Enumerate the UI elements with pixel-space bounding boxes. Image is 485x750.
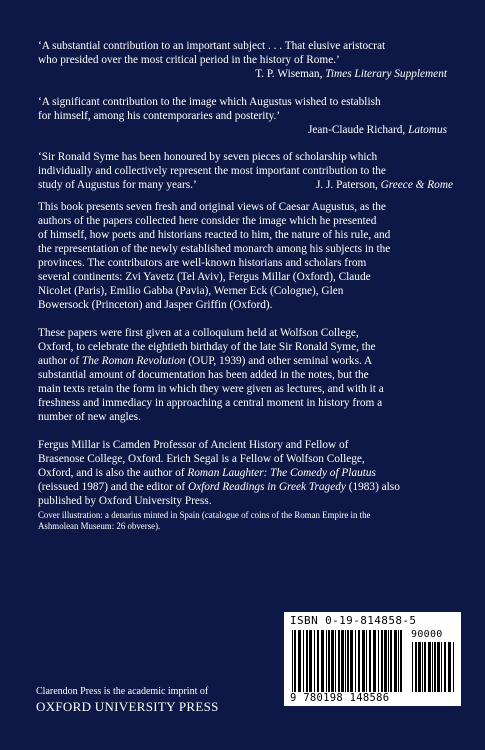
barcode-bar — [355, 630, 356, 692]
quote-line: study of Augustus for many years.’ — [38, 179, 197, 191]
book-title: The Roman Revolution — [81, 355, 186, 367]
cover-illustration-note — [38, 510, 458, 532]
barcode-bar — [335, 630, 336, 692]
description-line: This book presents seven fresh and original views of Caesar Augustus, as the — [38, 201, 386, 213]
barcode-bar — [321, 630, 324, 692]
book-title: Roman Laughter: The Comedy of Plautus — [187, 467, 376, 479]
review-attribution-2 — [308, 123, 447, 137]
note-line: Ashmolean Museum: 26 obverse). — [38, 521, 161, 531]
description-line: Nicolet (Paris), Emilio Gabba (Pavia), Werner Eck (Cologne), Glen — [38, 285, 344, 297]
quote-line: ‘A substantial contribution to an important subject . . . That elusive aristocrat — [38, 40, 386, 52]
paragraph-line: Oxford, to celebrate the eightieth birthday of the late Sir Ronald Syme, the — [38, 341, 376, 353]
barcode-bar — [358, 630, 360, 692]
barcode-bar — [381, 630, 383, 692]
barcode-bar — [362, 630, 365, 692]
barcode-bar — [373, 630, 376, 692]
paragraph-line: These papers were first given at a colloquium held at Wolfson College, — [38, 327, 359, 339]
description-line: the representation of the newly established monarch among his subjects in the — [38, 243, 391, 255]
barcode-bar — [415, 642, 417, 692]
quote-line: for himself, among his contemporaries and posterity.’ — [38, 110, 281, 122]
barcode-bar — [394, 630, 397, 692]
quote-line: who presided over the most critical period in the history of Rome.’ — [38, 54, 340, 66]
ean-digits: 9 780198 148586 — [290, 692, 390, 704]
barcode-bar — [400, 630, 402, 692]
barcode-bar — [378, 630, 379, 692]
review-quote-1 — [38, 39, 453, 67]
barcode-bar — [390, 630, 392, 692]
barcode-bar — [432, 642, 433, 692]
quote-line: ‘A significant contribution to the image which Augustus wished to establish — [38, 96, 381, 108]
quote-line: ‘Sir Ronald Syme has been honoured by seven pieces of scholarship which — [38, 151, 378, 163]
description-line: of himself, how poets and historians reacted to him, the nature of his rule, and — [38, 229, 391, 241]
barcode-addon-digits: 90000 — [411, 629, 443, 640]
colloquium-paragraph — [38, 326, 454, 424]
barcode-bar — [317, 630, 319, 692]
barcode-bar — [338, 630, 340, 692]
barcode-bar — [314, 630, 315, 692]
note-line: Cover illustration: a denarius minted in Spain (catalogue of coins of the Roman Empire in the — [38, 510, 371, 520]
editors-paragraph — [38, 438, 454, 508]
barcode-bar — [331, 630, 334, 692]
barcode-bar — [453, 642, 454, 692]
description-line: Bowersock (Princeton) and Jasper Griffin (Oxford). — [38, 299, 273, 311]
description-line: authors of the papers collected here consider the image which he presented — [38, 215, 377, 227]
reviewer-name: J. J. Paterson, — [315, 179, 378, 191]
barcode-bar — [444, 642, 446, 692]
barcode-bar — [292, 630, 293, 692]
barcode-bar — [306, 630, 308, 692]
imprint-line: Clarendon Press is the academic imprint of — [36, 686, 209, 697]
paragraph-line: Brasenose College, Oxford. Erich Segal is a Fellow of Wolfson College, — [38, 453, 365, 465]
paragraph-line: (reissued 1987) and the editor of Oxford Readings in Greek Tragedy (1983) also — [38, 481, 400, 493]
barcode-bar — [418, 642, 421, 692]
book-description — [38, 200, 454, 312]
barcode-bar — [366, 630, 367, 692]
isbn-barcode — [284, 612, 461, 706]
barcode-bar — [347, 630, 349, 692]
paragraph-line: freshness and immediacy in approaching a central moment in history from a — [38, 397, 383, 409]
review-source: Latomus — [408, 124, 447, 136]
isbn-label: ISBN 0-19-814858-5 — [290, 614, 417, 627]
barcode-bar — [422, 642, 423, 692]
paragraph-line: main texts retain the form in which they were given as lectures, and with it a — [38, 383, 384, 395]
barcode-bar — [441, 642, 442, 692]
review-source: Times Literary Supplement — [325, 68, 447, 80]
paragraph-line: Oxford, and is also the author of Roman Laughter: The Comedy of Plautus — [38, 467, 376, 479]
barcode-bar — [350, 630, 353, 692]
barcode-bar — [412, 642, 413, 692]
barcode-bar — [303, 630, 304, 692]
reviewer-name: Jean-Claude Richard, — [308, 124, 406, 136]
review-quote-2 — [38, 95, 453, 123]
book-title: Oxford Readings in Greek Tragedy — [187, 481, 346, 493]
barcode-bar — [448, 642, 451, 692]
review-attribution-1 — [255, 67, 447, 81]
barcode-bar — [434, 642, 436, 692]
barcode-bar — [294, 630, 296, 692]
description-line: provinces. The contributors are well-known historians and scholars from — [38, 257, 367, 269]
paragraph-line: author of The Roman Revolution (OUP, 1939) and other seminal works. A — [38, 355, 373, 367]
barcode-bar — [326, 630, 327, 692]
barcode-bar — [384, 630, 387, 692]
paragraph-line: substantial amount of documentation has been added in the notes, but the — [38, 369, 369, 381]
review-source: Greece & Rome — [380, 179, 453, 191]
paragraph-line: published by Oxford University Press. — [38, 495, 212, 507]
quote-line: individually and collectively represent the most important contribution to the — [38, 165, 386, 177]
barcode-bar — [298, 630, 301, 692]
barcode-bar — [345, 630, 346, 692]
barcode-bar — [424, 642, 426, 692]
paragraph-line: Fergus Millar is Camden Professor of Ancient History and Fellow of — [38, 439, 349, 451]
barcode-bar — [341, 630, 344, 692]
description-line: several continents: Zvi Yavetz (Tel Aviv), Fergus Millar (Oxford), Claude — [38, 271, 371, 283]
barcode-bar — [398, 630, 399, 692]
barcode-bar — [388, 630, 389, 692]
barcode-bar — [428, 642, 431, 692]
paragraph-line: number of new angles. — [38, 411, 141, 423]
review-attribution-3 — [316, 178, 453, 192]
barcode-bar — [437, 642, 440, 692]
barcode-bar — [309, 630, 312, 692]
reviewer-name: T. P. Wiseman, — [255, 68, 323, 80]
publisher-name: OXFORD UNIVERSITY PRESS — [36, 699, 219, 714]
barcode-bar — [328, 630, 330, 692]
barcode-bar — [369, 630, 371, 692]
